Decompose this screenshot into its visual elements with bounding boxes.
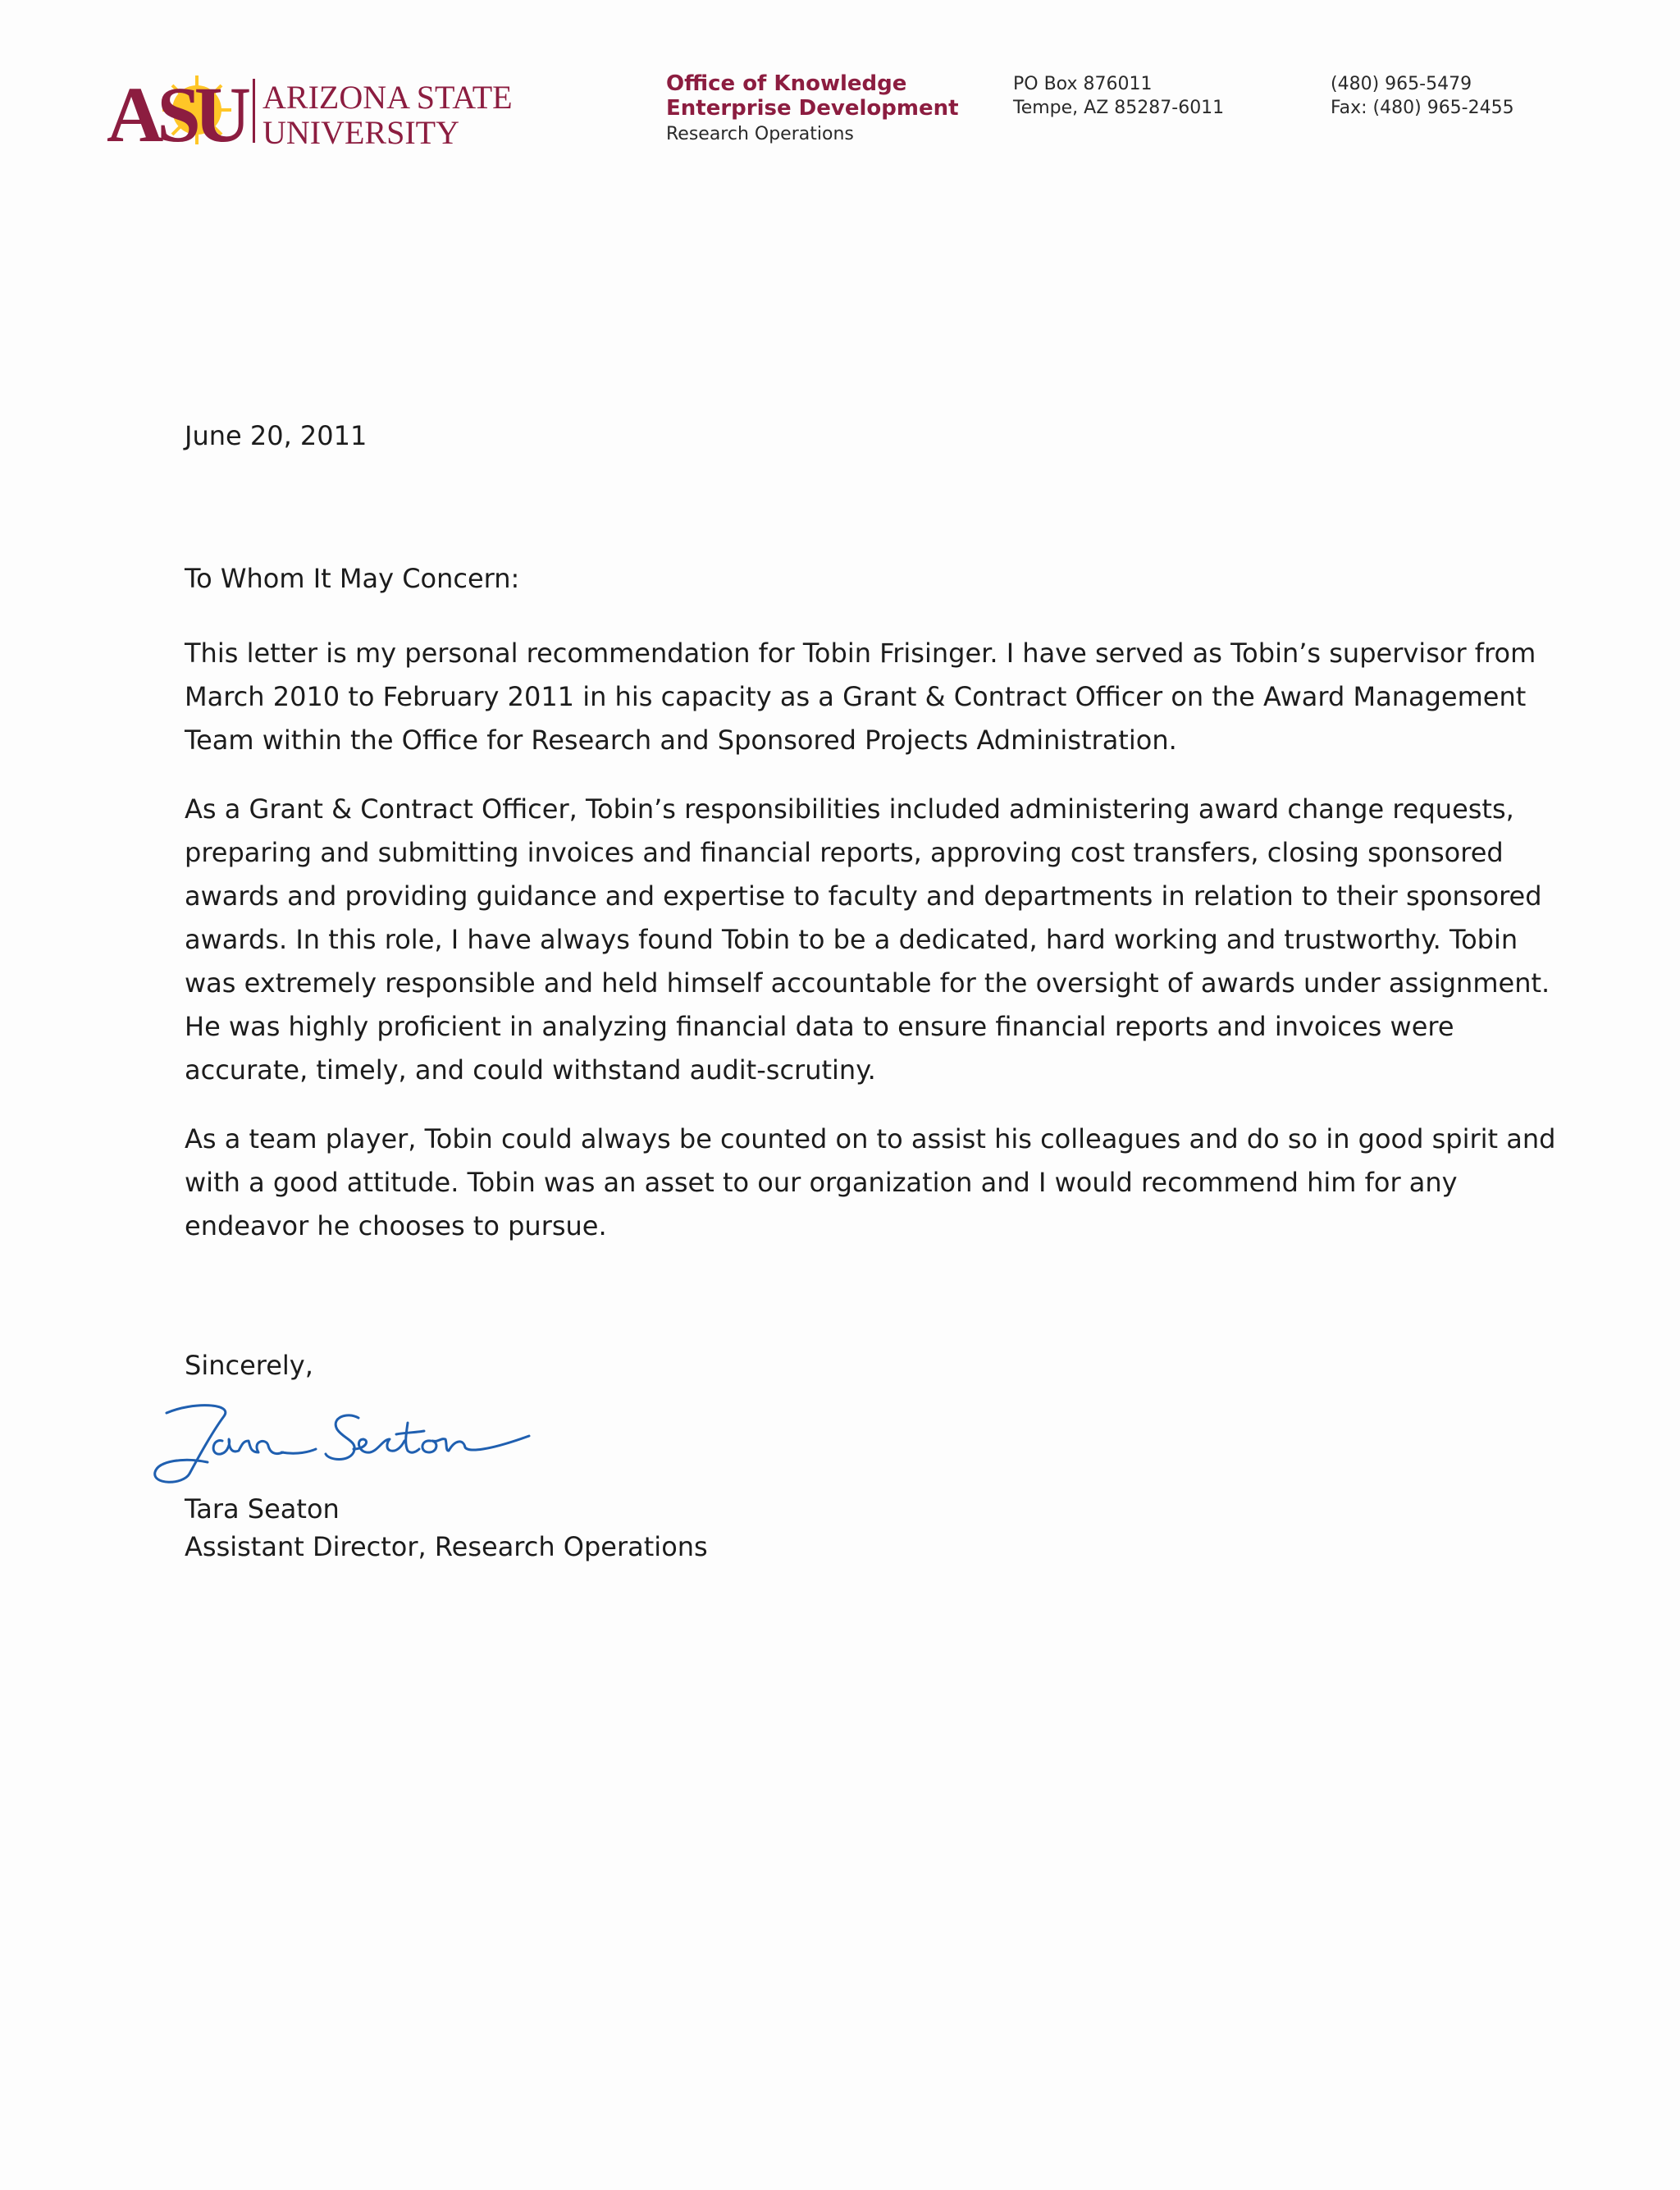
asu-logo bbox=[105, 72, 515, 154]
salutation: To Whom It May Concern: bbox=[185, 563, 520, 594]
office-line1: Office of Knowledge bbox=[666, 71, 907, 96]
paragraph-line: This letter is my personal recommendation for Tobin Frisinger. I have served as Tobin’s supervisor from bbox=[185, 638, 1536, 669]
paragraph-line: As a team player, Tobin could always be counted on to assist his colleagues and do so in good spirit and bbox=[185, 1123, 1556, 1154]
contact-block bbox=[1331, 72, 1514, 120]
letterhead bbox=[0, 0, 1680, 164]
paragraph-line: with a good attitude. Tobin was an asset to our organization and I would recommend him for any bbox=[185, 1167, 1458, 1198]
office-line3: Research Operations bbox=[666, 123, 854, 144]
paragraph-3 bbox=[185, 1118, 1556, 1248]
logo-line1: ARIZONA STATE bbox=[262, 79, 513, 116]
paragraph-line: preparing and submitting invoices and financial reports, approving cost transfers, closing sponsored bbox=[185, 837, 1504, 868]
office-block bbox=[666, 72, 959, 144]
paragraph-line: awards and providing guidance and expertise to faculty and departments in relation to their sponsored bbox=[185, 880, 1542, 912]
fax-number: Fax: (480) 965-2455 bbox=[1331, 98, 1514, 118]
closing: Sincerely, bbox=[185, 1350, 313, 1381]
paragraph-line: March 2010 to February 2011 in his capacity as a Grant & Contract Officer on the Award Management bbox=[185, 681, 1527, 712]
paragraph-line: As a Grant & Contract Officer, Tobin’s responsibilities included administering award change requests, bbox=[185, 793, 1514, 825]
address-block bbox=[1013, 72, 1224, 120]
paragraph-line: accurate, timely, and could withstand audit-scrutiny. bbox=[185, 1054, 876, 1086]
address-line1: PO Box 876011 bbox=[1013, 74, 1153, 94]
paragraph-line: awards. In this role, I have always found Tobin to be a dedicated, hard working and trustworthy. Tobin bbox=[185, 924, 1518, 955]
paragraph-2 bbox=[185, 788, 1550, 1092]
paragraph-line: Team within the Office for Research and Sponsored Projects Administration. bbox=[185, 725, 1177, 756]
paragraph-line: He was highly proficient in analyzing financial data to ensure financial reports and invoices were bbox=[185, 1011, 1454, 1042]
paragraph-line: was extremely responsible and held himself accountable for the oversight of awards under assignment. bbox=[185, 967, 1550, 999]
phone-number: (480) 965-5479 bbox=[1331, 74, 1472, 94]
office-line2: Enterprise Development bbox=[666, 95, 959, 121]
handwritten-signature bbox=[144, 1395, 562, 1493]
address-line2: Tempe, AZ 85287-6011 bbox=[1013, 98, 1225, 118]
paragraph-line: endeavor he chooses to pursue. bbox=[185, 1210, 607, 1241]
letter-date: June 20, 2011 bbox=[185, 420, 368, 451]
asu-mark-text: ASU bbox=[107, 72, 245, 154]
signer-title: Assistant Director, Research Operations bbox=[185, 1531, 708, 1562]
logo-line2: UNIVERSITY bbox=[262, 114, 459, 151]
paragraph-1 bbox=[185, 632, 1536, 762]
signer-name: Tara Seaton bbox=[185, 1493, 340, 1525]
